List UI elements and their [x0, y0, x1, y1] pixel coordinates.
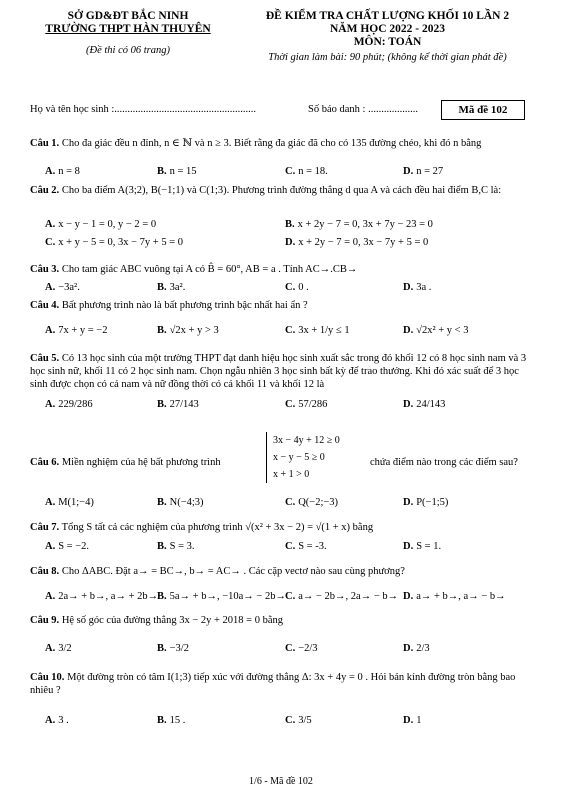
option-c: C. a→ − 2b→, 2a→ − b→ [285, 591, 399, 602]
question-text: Cho đa giác đều n đỉnh, n ∈ ℕ và n ≥ 3. Biết rằng đa giác đã cho có 135 đường chéo, khi đó n bằng [61, 138, 482, 149]
option-b: B. x + 2y − 7 = 0, 3x + 7y − 23 = 0 [285, 219, 433, 230]
question-2 [30, 184, 530, 197]
question-label: Câu 4. [30, 300, 60, 311]
option-b: B. 27/143 [157, 399, 199, 410]
question-text: Cho ΔABC. Đặt a→ = BC→, b→ = AC→ . Các cặp vectơ nào sau cùng phương? [61, 566, 405, 577]
question-text: Hệ số góc của đường thẳng 3x − 2y + 2018 = 0 bằng [61, 615, 283, 626]
option-b: B. n = 15 [157, 166, 197, 177]
question-label: Câu 7. [30, 522, 60, 533]
school-name: TRƯỜNG THPT HÀN THUYÊN [45, 23, 211, 35]
question-2-options-row1 [45, 219, 530, 235]
option-d: D. n = 27 [403, 166, 444, 177]
student-name-field: Họ và tên học sinh :...................................................... [30, 104, 257, 115]
option-a: A. 2a→ + b→, a→ + 2b→ [45, 591, 159, 602]
question-label: Câu 8. [30, 566, 60, 577]
question-label: Câu 1. [30, 138, 60, 149]
option-a: A. −3a². [45, 282, 80, 293]
question-text: Miền nghiệm của hệ bất phương trình [61, 457, 221, 468]
option-a: A. 229/286 [45, 399, 93, 410]
option-a: A. n = 8 [45, 166, 80, 177]
question-8-options [45, 591, 530, 607]
question-4 [30, 299, 530, 312]
question-6-options [45, 497, 530, 513]
option-b: B. √2x + y > 3 [157, 325, 219, 336]
option-d: D. a→ + b→, a→ − b→ [403, 591, 506, 602]
question-2-options-row2 [45, 237, 530, 253]
student-id-field: Số báo danh : ................... [308, 104, 418, 115]
option-c: C. 3/5 [285, 715, 312, 726]
question-text: Một đường tròn có tâm I(1;3) tiếp xúc với đường thẳng Δ: 3x + 4y = 0 . Hỏi bán kính đường tròn bằng bao nhiêu ? [30, 672, 516, 696]
option-c: C. x + y − 5 = 0, 3x − 7y + 5 = 0 [45, 237, 183, 248]
exam-title: ĐỀ KIỂM TRA CHẤT LƯỢNG KHỐI 10 LẦN 2 [265, 10, 510, 22]
question-label: Câu 10. [30, 672, 65, 683]
option-d: D. √2x² + y < 3 [403, 325, 469, 336]
question-label: Câu 6. [30, 457, 60, 468]
option-c: C. −2/3 [285, 643, 318, 654]
option-c: C. S = -3. [285, 541, 327, 552]
question-5-options [45, 399, 530, 429]
question-7-options [45, 541, 530, 557]
option-a: A. M(1;−4) [45, 497, 94, 508]
option-b: B. S = 3. [157, 541, 195, 552]
question-3-options [45, 282, 530, 298]
option-d: D. 2/3 [403, 643, 430, 654]
option-c: C. 3x + 1/y ≤ 1 [285, 325, 350, 336]
inequality-3: x + 1 > 0 [273, 469, 310, 480]
question-text: Bất phương trình nào là bất phương trình bậc nhất hai ẩn ? [61, 300, 308, 311]
option-a: A. 3/2 [45, 643, 72, 654]
question-label: Câu 3. [30, 264, 60, 275]
header-left [28, 10, 228, 56]
option-d: D. 3a . [403, 282, 432, 293]
exam-code-box: Mã đề 102 [441, 100, 525, 120]
page-footer: 1/6 - Mã đề 102 [249, 776, 313, 787]
inequality-system [266, 432, 340, 483]
subject: MÔN: TOÁN [353, 36, 422, 48]
question-8 [30, 565, 530, 578]
question-text: Có 13 học sinh của một trường THPT đạt danh hiệu học sinh xuất sắc trong đó khối 12 có 8 học sinh nam và 3 học sinh nữ, khối 11 có 2 học sinh nam. Chọn ngẫu nhiên 3 học sinh bất kỳ để trao thưởng. Khi đó xác suất để 3 học sinh được chọn có cả nam và nữ đồng thời có cả khối 11 và khối 12 là [30, 353, 527, 390]
question-text: Tổng S tất cả các nghiệm của phương trình √(x² + 3x − 2) = √(1 + x) bằng [61, 522, 374, 533]
question-10-options [45, 715, 530, 741]
question-1-options [45, 166, 530, 182]
question-9-options [45, 643, 530, 669]
question-1 [30, 137, 530, 150]
dept-name: SỞ GD&ĐT BẮC NINH [67, 10, 189, 22]
pages-note: (Đề thi có 06 trang) [86, 45, 170, 56]
school-year: NĂM HỌC 2022 - 2023 [330, 23, 445, 35]
question-6-tail: chứa điểm nào trong các điểm sau? [370, 457, 518, 468]
option-d: D. 1 [403, 715, 422, 726]
question-5 [30, 352, 530, 391]
header-right [230, 10, 545, 63]
question-label: Câu 2. [30, 185, 60, 196]
question-label: Câu 9. [30, 615, 60, 626]
option-c: C. 0 . [285, 282, 309, 293]
option-c: C. Q(−2;−3) [285, 497, 339, 508]
question-text: Cho ba điểm A(3;2), B(−1;1) và C(1;3). Phương trình đường thẳng d qua A và cách đều hai điểm B,C là: [61, 185, 502, 196]
option-b: B. N(−4;3) [157, 497, 204, 508]
question-label: Câu 5. [30, 353, 60, 364]
question-9 [30, 614, 530, 627]
question-3 [30, 263, 530, 276]
option-a: A. 3 . [45, 715, 69, 726]
option-b: B. 5a→ + b→, −10a→ − 2b→ [157, 591, 286, 602]
option-d: D. x + 2y − 7 = 0, 3x − 7y + 5 = 0 [285, 237, 429, 248]
question-6 [30, 456, 265, 469]
question-7 [30, 521, 530, 534]
option-d: D. 24/143 [403, 399, 446, 410]
option-b: B. 15 . [157, 715, 186, 726]
option-a: A. 7x + y = −2 [45, 325, 108, 336]
option-d: D. P(−1;5) [403, 497, 449, 508]
option-c: C. n = 18. [285, 166, 328, 177]
question-4-options [45, 325, 530, 341]
option-d: D. S = 1. [403, 541, 442, 552]
inequality-2: x − y − 5 ≥ 0 [273, 452, 325, 463]
time-note: Thời gian làm bài: 90 phút; (không kể thời gian phát đề) [268, 52, 507, 63]
option-c: C. 57/286 [285, 399, 328, 410]
option-b: B. −3/2 [157, 643, 189, 654]
inequality-1: 3x − 4y + 12 ≥ 0 [273, 435, 340, 446]
question-10 [30, 671, 530, 697]
option-a: A. S = −2. [45, 541, 90, 552]
option-b: B. 3a². [157, 282, 186, 293]
question-text: Cho tam giác ABC vuông tại A có B̂ = 60°, AB = a . Tính AC→.CB→ [61, 264, 358, 275]
option-a: A. x − y − 1 = 0, y − 2 = 0 [45, 219, 157, 230]
